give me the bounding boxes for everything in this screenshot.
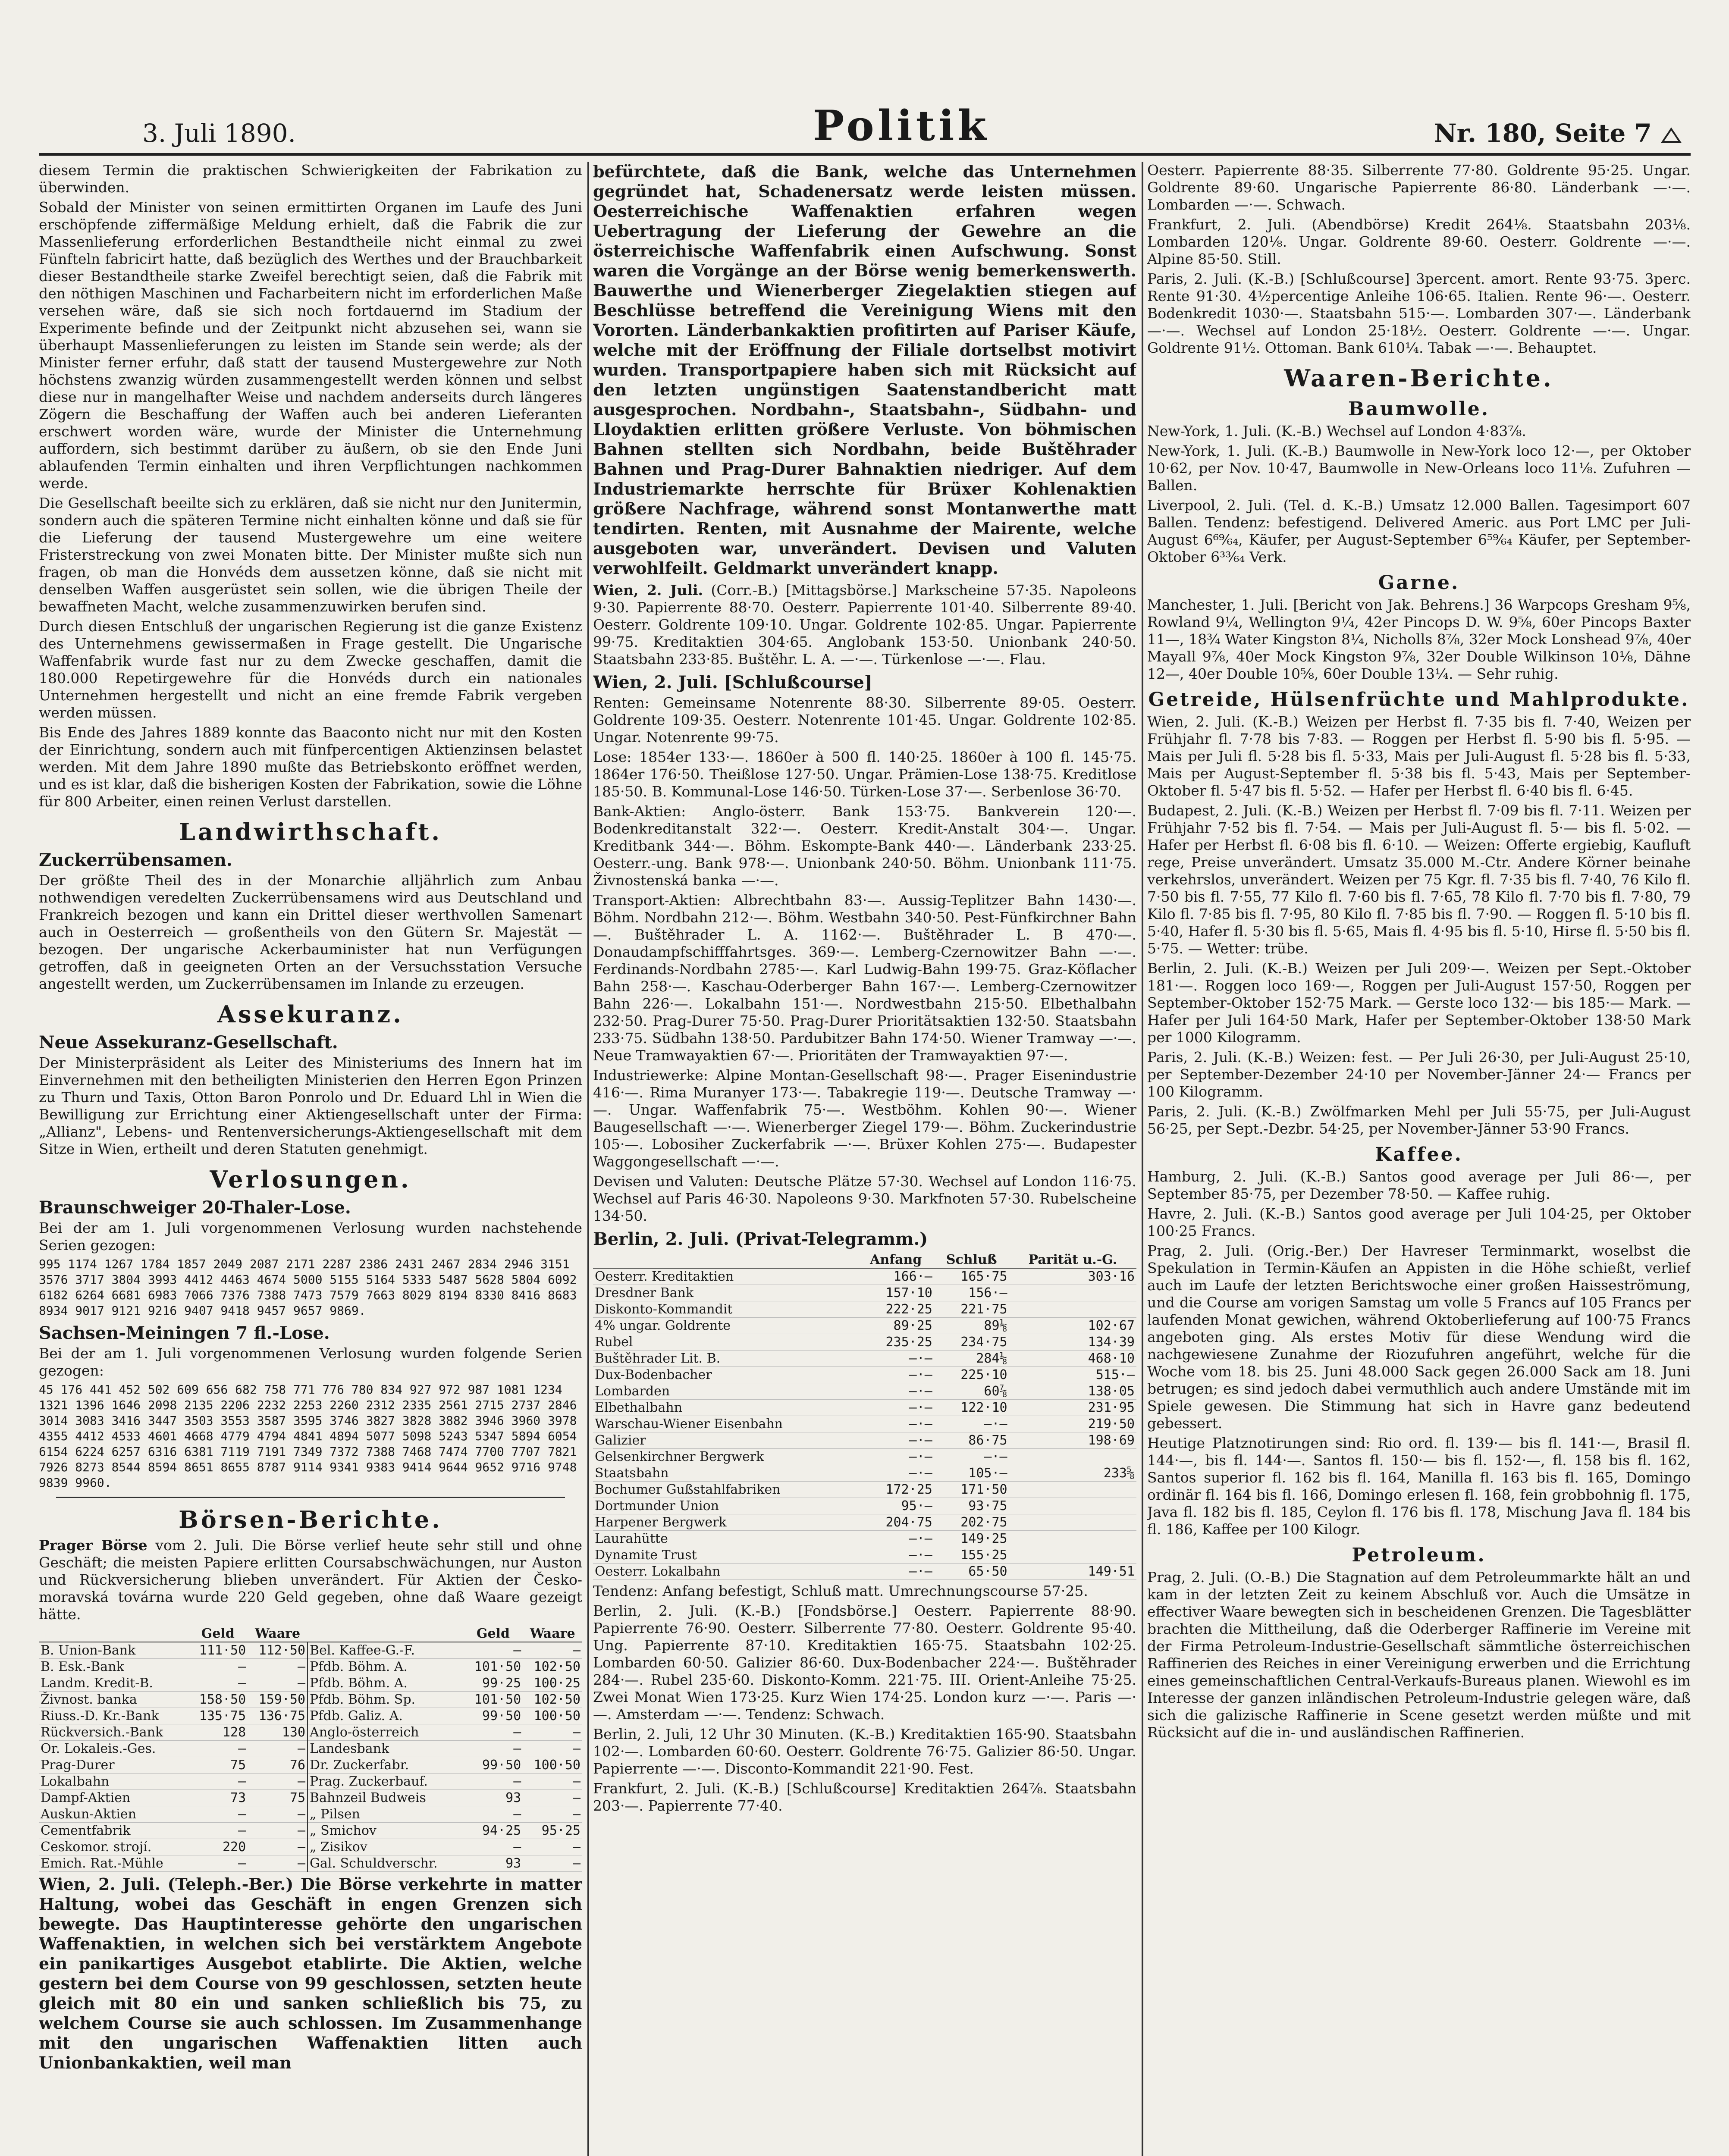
table-cell: — xyxy=(188,1741,248,1757)
column-header: Geld xyxy=(188,1626,248,1642)
table-cell: Riuss.-D. Kr.-Bank xyxy=(39,1708,188,1724)
table-row xyxy=(593,1465,1136,1482)
table-cell: — xyxy=(248,1774,308,1790)
table-cell xyxy=(1009,1531,1136,1547)
column-3 xyxy=(1147,162,1691,2156)
frankfurt-closing: Frankfurt, 2. Juli. (K.-B.) [Schlußcourse] Kreditaktien 264⅞. Staatsbahn 203·—. Papierrente 77·40. xyxy=(593,1780,1136,1814)
table-cell: 111·50 xyxy=(188,1642,248,1659)
table-cell: 138·05 xyxy=(1009,1383,1136,1400)
item-heading: Wien, 2. Juli. xyxy=(593,582,703,599)
table-cell: 233⅝ xyxy=(1009,1465,1136,1482)
table-cell: 93 xyxy=(464,1790,523,1806)
column-1 xyxy=(39,162,582,2156)
table-cell: 171·50 xyxy=(934,1482,1009,1498)
table-cell: Bel. Kaffee-G.-F. xyxy=(308,1642,463,1659)
renten-text: Renten: Gemeinsame Notenrente 88·30. Silberrente 89·05. Oesterr. Goldrente 109·35. Oesterr. Notenrente 101·45. Ungar. Goldrente 102·85. Ungar. Notenrente 99·75. xyxy=(593,694,1136,746)
table-cell: — xyxy=(523,1642,582,1659)
table-cell: — xyxy=(188,1675,248,1692)
table-cell: Oesterr. Kreditaktien xyxy=(593,1268,858,1285)
lose-text: Lose: 1854er 133·—. 1860er à 500 fl. 140·25. 1860er à 100 fl. 145·75. 1864er 176·50. Theißlose 127·50. Ungar. Prämien-Lose 138·75. Kreditlose 185·50. B. Kommunal-Lose 146·50. Türken-Lose 37·—. Serbenlose 36·70. xyxy=(593,749,1136,800)
paris-closing: Paris, 2. Juli. (K.-B.) [Schlußcourse] 3percent. amort. Rente 93·75. 3perc. Rente 91·30. 4½percentige Anleihe 106·65. Italien. Rente 96·—. Oesterr. Bodenkredit 1030·—. Staatsbahn 515·—. Lombarden 307·—. Länderbank —·—. Wechsel auf London 25·18½. Oesterr. Goldrente —·—. Ungar. Goldrente 91½. Ottoman. Bank 610¼. Tabak —·—. Behauptet. xyxy=(1147,270,1691,356)
table-row xyxy=(593,1531,1136,1547)
table-cell: 204·75 xyxy=(858,1514,934,1531)
table-cell: — xyxy=(523,1741,582,1757)
table-cell: 99·50 xyxy=(464,1757,523,1774)
article-paragraph: Die Gesellschaft beeilte sich zu erklären, daß sie nicht nur den Junitermin, sondern auch die späteren Termine nicht einhalten könne und daß sie für die Lieferung der tausend Mustergewehre um eine weitere Fristerstreckung von zwei Monaten bitte. Der Minister mußte sich nun fragen, ob man die Honvéds dem aussetzen könne, daß sie nicht mit denselben Waffen ausgerüstet sein sollen, wie die übrigen Theile der bewaffneten Macht, welche zusammenzuwirken berufen sind. xyxy=(39,495,582,615)
newyork-exchange: New-York, 1. Juli. (K.-B.) Wechsel auf London 4·83⅞. xyxy=(1147,423,1526,439)
table-cell: Pfdb. Galiz. A. xyxy=(308,1708,463,1724)
item-heading: Wien, 2. Juli. [Schlußcourse] xyxy=(593,672,872,693)
table-row xyxy=(593,1564,1136,1580)
table-cell: — xyxy=(523,1774,582,1790)
table-cell: Harpener Bergwerk xyxy=(593,1514,858,1531)
column-header: Waare xyxy=(248,1626,308,1642)
paris-flour: Paris, 2. Juli. (K.-B.) Zwölfmarken Mehl per Juli 55·75, per Juli-August 56·25, per Sept.-Dezbr. 54·25, per November-Jänner 53·90 Francs. xyxy=(1147,1103,1691,1137)
table-cell: 73 xyxy=(188,1790,248,1806)
table-cell: —·— xyxy=(858,1351,934,1367)
table-cell: — xyxy=(248,1806,308,1823)
table-row xyxy=(39,1806,582,1823)
article-paragraph: Bis Ende des Jahres 1889 konnte das Baaconto nicht nur mit den Kosten der Einrichtung, sondern auch mit fünfpercentigen Aktienzinsen belastet werden. Mit dem Jahre 1890 mußte das Betriebskonto eröffnet werden, und es ist klar, daß die bisherigen Kosten der Fabrikation, sowie die Löhne für 800 Arbeiter, einen reinen Verlust darstellen. xyxy=(39,724,582,810)
lottery-numbers: 45 176 441 452 502 609 656 682 758 771 776 780 834 927 972 987 1081 1234 1321 1396 1646 2098 2135 2206 2232 2253 2260 2312 2335 2561 2715 2737 2846 3014 3083 3416 3447 3503 3553 3587 3595 3746 3827 3828 3882 3946 3960 3978 4355 4412 4533 4601 4668 4779 4794 4841 4894 5077 5098 5243 5347 5894 6054 6154 6224 6257 6316 6381 7119 7191 7349 7372 7388 7468 7474 7700 7707 7821 7926 8273 8544 8594 8651 8655 8787 9114 9341 9383 9414 9644 9652 9716 9748 9839 9960. xyxy=(39,1382,577,1490)
table-cell: Rubel xyxy=(593,1334,858,1351)
table-cell: —·— xyxy=(858,1367,934,1383)
masthead-issue xyxy=(1434,119,1682,148)
table-cell: Cementfabrik xyxy=(39,1823,188,1839)
table-cell: 284⅛ xyxy=(934,1351,1009,1367)
masthead-date: 3. Juli 1890. xyxy=(142,119,296,148)
table-row xyxy=(39,1659,582,1675)
table-header-row xyxy=(593,1252,1136,1268)
havre-coffee: Havre, 2. Juli. (K.-B.) Santos good average per Juli 104·25, per Oktober 100·25 Francs. xyxy=(1147,1205,1691,1239)
item-heading: Braunschweiger 20-Thaler-Lose. xyxy=(39,1197,351,1218)
table-cell: 235·25 xyxy=(858,1334,934,1351)
table-cell: Dynamite Trust xyxy=(593,1547,858,1564)
table-cell: Dr. Zuckerfabr. xyxy=(308,1757,463,1774)
table-row xyxy=(593,1449,1136,1465)
paris-grain: Paris, 2. Juli. (K.-B.) Weizen: fest. — Per Juli 26·30, per Juli-August 25·10, per September-Dezember 24·10 per November-Jänner 24·— Francs per 100 Kilogramm. xyxy=(1147,1049,1691,1100)
table-cell: —·— xyxy=(858,1564,934,1580)
table-cell: — xyxy=(248,1839,308,1855)
table-cell: Živnost. banka xyxy=(39,1692,188,1708)
table-cell: Oesterr. Lokalbahn xyxy=(593,1564,858,1580)
table-cell: 222·25 xyxy=(858,1301,934,1318)
table-cell: — xyxy=(188,1806,248,1823)
table-cell: 135·75 xyxy=(188,1708,248,1724)
item-text: Der größte Theil des in der Monarchie alljährlich zum Anbau nothwendigen veredelten Zuckerrübensamens wird aus Deutschland und Frankreich bezogen und kann ein Drittel dieser werthvollen Samenart auch in Oesterreich — großentheils von den Gütern Sr. Majestät — bezogen. Der ungarische Ackerbauminister hat nun Verfügungen getroffen, daß in geeigneten Orten an der Versuchsstation Versuche angestellt werden, um Zuckerrübensamen im Inlande zu erzeugen. xyxy=(39,872,582,992)
table-row xyxy=(593,1547,1136,1564)
table-cell: „ Pilsen xyxy=(308,1806,463,1823)
table-cell: Anglo-österreich xyxy=(308,1724,463,1741)
table-cell: —·— xyxy=(858,1432,934,1449)
bank-aktien-text: Bank-Aktien: Anglo-österr. Bank 153·75. Bankverein 120·—. Bodenkreditanstalt 322·—. Oesterr. Kredit-Anstalt 304·—. Ungar. Kreditbank 344·—. Böhm. Eskompte-Bank 440·—. Länderbank 233·25. Oesterr.-ung. Bank 978·—. Unionbank 240·50. Böhm. Unionbank 111·75. Živnostenská banka —·—. xyxy=(593,803,1136,889)
table-cell: —·— xyxy=(858,1416,934,1432)
table-row xyxy=(39,1790,582,1806)
table-row xyxy=(39,1642,582,1659)
subsection-title-garne: Garne. xyxy=(1378,572,1460,594)
item-text: Bei der am 1. Juli vorgenommenen Verlosung wurden folgende Serien gezogen: xyxy=(39,1345,582,1379)
table-cell: 172·25 xyxy=(858,1482,934,1498)
table-row xyxy=(593,1498,1136,1514)
table-row xyxy=(39,1855,582,1872)
table-cell: —·— xyxy=(934,1416,1009,1432)
table-cell: Prag. Zuckerbauf. xyxy=(308,1774,463,1790)
table-cell: Lombarden xyxy=(593,1383,858,1400)
article-paragraph: diesem Termin die praktischen Schwierigkeiten der Fabrikation zu überwinden. xyxy=(39,162,582,196)
column-2 xyxy=(593,162,1136,2156)
table-cell: 75 xyxy=(188,1757,248,1774)
newyork-cotton: New-York, 1. Juli. (K.-B.) Baumwolle in New-York loco 12·—, per Oktober 10·62, per Nov. 10·47, Baumwolle in New-Orleans loco 11⅛. Zufuhren — Ballen. xyxy=(1147,442,1691,494)
prag-coffee-prices: Heutige Platznotirungen sind: Rio ord. fl. 139·— bis fl. 141·—, Brasil fl. 144·—, bis fl. 144·—. Santos fl. 150·— bis fl. 152·—, fl. 158 bis fl. 162, Santos superior fl. 162 bis fl. 164, Manilla fl. 163 bis fl. 165, Domingo ordinär fl. 164 bis fl. 166, Domingo erlesen fl. 168, fein grobbohnig fl. 175, Java fl. 182 bis fl. 185, Ceylon fl. 176 bis fl. 178, Mischung Java fl. 184 bis fl. 186, Kaffee per 100 Kilogr. xyxy=(1147,1435,1691,1538)
table-cell: 128 xyxy=(188,1724,248,1741)
table-cell: Diskonto-Kommandit xyxy=(593,1301,858,1318)
table-cell: 515·— xyxy=(1009,1367,1136,1383)
table-cell xyxy=(1009,1301,1136,1318)
budapest-grain: Budapest, 2. Juli. (K.-B.) Weizen per Herbst fl. 7·09 bis fl. 7·11. Weizen per Frühjahr 7·52 bis fl. 7·54. — Mais per Juli-August fl. 5·— bis fl. 5·02. — Hafer per Herbst fl. 6·08 bis fl. 6·10. — Weizen: Offerte ergiebig, Kaufluft rege, Preise unverändert. Umsatz 35.000 M.-Ctr. Andere Körner beinahe verkehrslos, unverändert. Weizen per 75 Kgr. fl. 7·35 bis fl. 7·40, 76 Kilo fl. 7·50 bis fl. 7·55, 77 Kilo fl. 7·60 bis fl. 7·65, 78 Kilo fl. 7·70 bis fl. 7·80, 79 Kilo fl. 7·85 bis fl. 7·95, 80 Kilo fl. 7·85 bis fl. 7·90. — Roggen fl. 5·10 bis fl. 5·40, Hafer fl. 5·30 bis fl. 5·65, Mais fl. 4·95 bis fl. 5·10, Hirse fl. 5·50 bis fl. 5·75. — Wetter: trübe. xyxy=(1147,802,1691,957)
hamburg-coffee: Hamburg, 2. Juli. (K.-B.) Santos good average per Juli 86·—, per September 85·75, per Dezember 78·50. — Kaffee ruhig. xyxy=(1147,1168,1691,1202)
berlin-grain: Berlin, 2. Juli. (K.-B.) Weizen per Juli 209·—. Weizen per Sept.-Oktober 181·—. Roggen loco 169·—, Roggen per Juli-August 157·50, Roggen per September-Oktober 152·75 Mark. — Gerste loco 132·— bis 185·— Mark. — Hafer per Juli 164·50 Mark, Hafer per September-Oktober 138·50 Mark per 1000 Kilogramm. xyxy=(1147,960,1691,1046)
market-continuation: Oesterr. Papierrente 88·35. Silberrente 77·80. Goldrente 95·25. Ungar. Goldrente 89·60. Ungarische Papierrente 86·80. Länderbank —·—. Lombarden —·—. Schwach. xyxy=(1147,162,1691,213)
table-cell: 93 xyxy=(464,1855,523,1872)
table-cell: 149·51 xyxy=(1009,1564,1136,1580)
item-heading: Sachsen-Meiningen 7 fl.-Lose. xyxy=(39,1323,330,1343)
table-cell: — xyxy=(523,1806,582,1823)
table-cell: Lokalbahn xyxy=(39,1774,188,1790)
item-text: Der Ministerpräsident als Leiter des Ministeriums des Innern hat im Einvernehmen mit den betheiligten Ministerien den Herren Egon Prinzen zu Thurn und Taxis, Otton Baron Ponrolo und Dr. Eduard Lhl in Wien die Bewilligung zur Errichtung einer Aktiengesellschaft unter der Firma: „Allianz", Lebens- und Rentenversicherungs-Aktiengesellschaft mit dem Sitze in Wien, ertheilt und deren Statuten genehmigt. xyxy=(39,1054,582,1157)
table-cell: — xyxy=(248,1823,308,1839)
table-cell: 95·25 xyxy=(523,1823,582,1839)
transport-aktien-text: Transport-Aktien: Albrechtbahn 83·—. Aussig-Teplitzer Bahn 1430·—. Böhm. Nordbahn 212·—. Böhm. Westbahn 340·50. Pest-Fünfkirchner Bahn —. Buštěhrader L. A. 1162·—. Buštěhrader L. B 470·—. Donaudampfschifffahrtsges. 369·—. Lemberg-Czernowitzer Bahn —·—. Ferdinands-Nordbahn 2785·—. Karl Ludwig-Bahn 199·75. Graz-Köflacher Bahn 258·—. Kaschau-Oderberger Bahn 167·—. Lemberg-Czernowitzer Bahn 226·—. Lokalbahn 151·—. Nordwestbahn 215·50. Elbethalbahn 232·50. Prag-Durer 75·50. Prag-Durer Prioritätsaktien 132·50. Staatsbahn 233·75. Südbahn 138·50. Pardubitzer Bahn 174·50. Wiener Tramway —·—. Neue Tramwayaktien 67·—. Prioritäten der Tramwayaktien 97·—. xyxy=(593,892,1136,1064)
table-cell: Pfdb. Böhm. A. xyxy=(308,1659,463,1675)
table-cell: 60⅞ xyxy=(934,1383,1009,1400)
table-row xyxy=(593,1432,1136,1449)
item-text: vom 2. Juli. Die Börse verlief heute sehr still und ohne Geschäft; die meisten Papiere erlitten Coursabschwächungen, nur Auston und Rückversicherung blieben unverändert. Für Aktien der Česko-moravská továrna wurde 220 Geld gegeben, ohne daß Waare gezeigt hätte. xyxy=(39,1537,582,1623)
article-paragraph: Durch diesen Entschluß der ungarischen Regierung ist die ganze Existenz des Unternehmens gewissermaßen in Frage gestellt. Die Ungarische Waffenfabrik wurde fast nur zu dem Zwecke geschaffen, damit die 180.000 Repetirgewehre für die Honvéds durch ein nationales Unternehmen hergestellt und nicht an eine fremde Fabrik vergeben werden müssen. xyxy=(39,618,582,721)
table-cell: — xyxy=(248,1675,308,1692)
manchester-report: Manchester, 1. Juli. [Bericht von Jak. Behrens.] 36 Warpcops Gresham 9⅝, Rowland 9¼, Wellington 9¼, 42er Pincops D. W. 9⅝, 60er Pincops Baxter 11—, 18¾ Water Kingston 8¼, Nicholls 8⅞, 32er Mock Lonshead 9⅞, 40er Mayall 9⅞, 40er Mock Kingston 9⅞, 32er Double Wilkinson 10⅛, Dähne 12—, 40er Double 10⅝, 60er Double 13¼. — Sehr ruhig. xyxy=(1147,596,1691,682)
table-cell: 100·50 xyxy=(523,1708,582,1724)
item-heading: Prager Börse xyxy=(39,1537,147,1554)
column-header xyxy=(39,1626,188,1642)
table-cell: Prag-Durer xyxy=(39,1757,188,1774)
market-report: befürchtete, daß die Bank, welche das Unternehmen gegründet hat, Schadenersatz werde leisten müssen. Oesterreichische Waffenaktien erfahren wegen Uebertragung der Lieferung der Gewehre an die österreichische Waffenfabrik einen Aufschwung. Sonst waren die Vorgänge an der Börse wenig bemerkenswerth. Bauwerthe und Wienerberger Ziegelaktien stiegen auf Beschlüsse betreffend die Vereinigung Wiens mit den Vororten. Länderbankaktien profitirten auf Pariser Käufe, welche mit der Eröffnung der Filiale dortselbst motivirt wurden. Transportpapiere haben sich mit Rücksicht auf den letzten ungünstigen Saatenstandbericht matt ausgesprochen. Nordbahn-, Staatsbahn-, Südbahn- und Lloydaktien erlitten größere Verluste. Von böhmischen Bahnen stellten sich Nordbahn, beide Buštěhrader Bahnen und Prag-Durer Bahnaktien niedriger. Auf dem Industriemarkte herrschte für Brüxer Kohlenaktien größere Nachfrage, während sonst Montanwerthe matt tendirten. Renten, mit Ausnahme der Mairente, welche ausgeboten war, unverändert. Devisen und Valuten verwohlfeilt. Geldmarkt unverändert knapp. xyxy=(593,162,1136,578)
masthead xyxy=(39,101,1691,156)
table-cell: 99·50 xyxy=(464,1708,523,1724)
table-cell: 86·75 xyxy=(934,1432,1009,1449)
subsection-title-baumwolle: Baumwolle. xyxy=(1348,398,1490,420)
table-cell: 4% ungar. Goldrente xyxy=(593,1318,858,1334)
table-cell: Gelsenkirchner Bergwerk xyxy=(593,1449,858,1465)
wien-grain: Wien, 2. Juli. (K.-B.) Weizen per Herbst fl. 7·35 bis fl. 7·40, Weizen per Frühjahr fl. 7·78 bis 7·83. — Roggen per Herbst fl. 5·90 bis fl. 5·95. — Mais per Juli fl. 5·28 bis fl. 5·33, Mais per Juli-August fl. 5·28 bis fl. 5·33, Mais per August-September fl. 5·38 bis fl. 5·43, Mais per September-Oktober fl. 5·47 bis fl. 5·52. — Hafer per Herbst fl. 6·40 bis fl. 6·45. xyxy=(1147,713,1691,799)
table-cell: — xyxy=(523,1855,582,1872)
table-row xyxy=(593,1514,1136,1531)
table-row xyxy=(593,1334,1136,1351)
table-cell: —·— xyxy=(858,1449,934,1465)
table-cell: 95·— xyxy=(858,1498,934,1514)
prag-petroleum: Prag, 2. Juli. (O.-B.) Die Stagnation auf dem Petroleummarkte hält an und kam in der letzten Zeit zu keinem Abschluß vor. Auch die Umsätze in effectiver Waare bewegten sich in bescheidenen Grenzen. Die Tagesblätter brachten die Mittheilung, daß die Oderberger Raffinerie im Vereine mit der Firma Petroleum-Industrie-Gesellschaft sämmtliche österreichischen Raffinerien des Reiches in einer Vereinigung erwerben und die Errichtung eines gemeinschaftlichen Central-Verkaufs-Bureaus planen. Wiewohl es im Interesse der ganzen inländischen Petroleum-Industrie gelegen wäre, daß sich die galizische Raffinerie in Scene gesetzt werden müßte und mit Rücksicht auf die in- und ausländischen Raffinerien. xyxy=(1147,1569,1691,1741)
table-cell: — xyxy=(464,1642,523,1659)
section-title-landwirthschaft: Landwirthschaft. xyxy=(179,818,442,846)
table-cell: —·— xyxy=(858,1465,934,1482)
table-cell: 89·25 xyxy=(858,1318,934,1334)
table-row xyxy=(39,1675,582,1692)
table-cell: — xyxy=(188,1659,248,1675)
berlin-midday: Berlin, 2. Juli, 12 Uhr 30 Minuten. (K.-B.) Kreditaktien 165·90. Staatsbahn 102·—. Lombarden 60·60. Oesterr. Goldrente 76·75. Galizier 86·50. Ungar. Papierrente —·—. Disconto-Kommandit 221·90. Fest. xyxy=(593,1726,1136,1777)
industriewerke-text: Industriewerke: Alpine Montan-Gesellschaft 98·—. Prager Eisenindustrie 416·—. Rima Muranyer 173·—. Tabakregie 119·—. Deutsche Tramway —·—. Ungar. Waffenfabrik 75·—. Westböhm. Kohlen 90·—. Wiener Baugesellschaft —·—. Wienerberger Ziegel 179·—. Böhm. Zuckerindustrie 105·—. Lobosiher Zuckerfabrik —·—. Brüxer Kohlen 275·—. Budapester Waggongesellschaft —·—. xyxy=(593,1067,1136,1170)
table-row xyxy=(39,1708,582,1724)
table-cell: Pfdb. Böhm. A. xyxy=(308,1675,463,1692)
table-cell: — xyxy=(464,1741,523,1757)
table-row xyxy=(593,1400,1136,1416)
table-cell: 101·50 xyxy=(464,1659,523,1675)
table-cell: — xyxy=(464,1806,523,1823)
table-cell: 94·25 xyxy=(464,1823,523,1839)
table-cell: — xyxy=(464,1724,523,1741)
column-header: Parität u.-G. xyxy=(1009,1252,1136,1268)
table-cell: Emich. Rat.-Mühle xyxy=(39,1855,188,1872)
table-cell: —·— xyxy=(934,1449,1009,1465)
column-header xyxy=(593,1252,858,1268)
table-cell: —·— xyxy=(858,1531,934,1547)
table-cell: — xyxy=(188,1823,248,1839)
table-cell: Galizier xyxy=(593,1432,858,1449)
table-cell: 65·50 xyxy=(934,1564,1009,1580)
table-row xyxy=(39,1741,582,1757)
divider xyxy=(56,1497,565,1498)
table-cell: Dampf-Aktien xyxy=(39,1790,188,1806)
table-cell: Gal. Schuldverschr. xyxy=(308,1855,463,1872)
column-header: Schluß xyxy=(934,1252,1009,1268)
table-row xyxy=(593,1318,1136,1334)
table-cell: — xyxy=(464,1774,523,1790)
table-cell: „ Smichov xyxy=(308,1823,463,1839)
table-cell: 136·75 xyxy=(248,1708,308,1724)
item-text: Bei der am 1. Juli vorgenommenen Verlosung wurden nachstehende Serien gezogen: xyxy=(39,1219,582,1253)
table-row xyxy=(39,1823,582,1839)
masthead-title: Politik xyxy=(813,101,990,150)
table-cell: 165·75 xyxy=(934,1268,1009,1285)
item-heading: Zuckerrübensamen. xyxy=(39,850,232,870)
column-header xyxy=(308,1626,463,1642)
table-cell: — xyxy=(523,1790,582,1806)
table-cell: 231·95 xyxy=(1009,1400,1136,1416)
table-cell: 75 xyxy=(248,1790,308,1806)
table-cell: 89⅛ xyxy=(934,1318,1009,1334)
table-cell: — xyxy=(248,1741,308,1757)
table-cell: 220 xyxy=(188,1839,248,1855)
column-header: Anfang xyxy=(858,1252,934,1268)
table-row xyxy=(593,1351,1136,1367)
table-cell xyxy=(1009,1285,1136,1301)
table-cell: 100·25 xyxy=(523,1675,582,1692)
column-rule xyxy=(587,162,589,2156)
table-cell: 101·50 xyxy=(464,1692,523,1708)
table-cell: —·— xyxy=(858,1400,934,1416)
table-cell: 159·50 xyxy=(248,1692,308,1708)
berlin-fondsboerse: Berlin, 2. Juli. (K.-B.) [Fondsbörse.] Oesterr. Papierrente 88·90. Papierrente 76·90. Oesterr. Silberrente 77·80. Oesterr. Goldrente 95·40. Ung. Papierrente 87·10. Kreditaktien 165·75. Staatsbahn 102·25. Lombarden 60·50. Galizier 86·60. Dux-Bodenbacher 224·—. Buštěhrader 284·—. Rubel 235·60. Diskonto-Komm. 221·75. III. Orient-Anleihe 75·25. Zwei Monat Wien 173·25. Kurz Wien 174·25. London kurz —·—. Paris —·—. Amsterdam —·—. Tendenz: Schwach. xyxy=(593,1602,1136,1723)
section-title-waaren: Waaren-Berichte. xyxy=(1284,364,1554,392)
table-cell: — xyxy=(464,1839,523,1855)
table-cell: — xyxy=(523,1724,582,1741)
table-cell xyxy=(1009,1547,1136,1564)
section-title-assekuranz: Assekuranz. xyxy=(217,1000,404,1028)
subsection-title-kaffee: Kaffee. xyxy=(1375,1144,1463,1166)
subsection-title-petroleum: Petroleum. xyxy=(1352,1544,1486,1566)
table-cell: — xyxy=(523,1839,582,1855)
table-cell: 221·75 xyxy=(934,1301,1009,1318)
table-cell: 155·25 xyxy=(934,1547,1009,1564)
table-row xyxy=(39,1839,582,1855)
item-heading: Neue Assekuranz-Gesellschaft. xyxy=(39,1032,338,1053)
table-cell: — xyxy=(188,1855,248,1872)
table-cell: 112·50 xyxy=(248,1642,308,1659)
table-cell: 158·50 xyxy=(188,1692,248,1708)
table-cell: Rückversich.-Bank xyxy=(39,1724,188,1741)
article-paragraph: Sobald der Minister von seinen ermittirten Organen im Laufe des Juni erschöpfende ziffermäßige Meldung erhielt, daß die Fabrik die zur Massenlieferung erforderlichen Bestandtheile nicht einmal zu zwei Fünfteln fabricirt hatte, daß bezüglich des Werthes und der Brauchbarkeit dieser Bestandtheile starke Zweifel berechtigt seien, daß die Fabrik mit den nöthigen Maschinen und Facharbeitern nicht im erforderlichen Maße versehen wäre, daß sie sich noch fortdauernd im Stadium der Experimente befinde und der Zeitpunkt nicht abzusehen sei, wann sie überhaupt Massenlieferungen zu leisten im Stande sein werde; als der Minister ferner erfuhr, daß statt der tausend Mustergewehre zur Noth höchstens zwanzig würden zusammengestellt werden können und selbst diese nur in mangelhafter Weise und nachdem anderseits durch längeres Zögern die Beschaffung der Waffen auch bei anderen Lieferanten erschwert worden wäre, wurde der Minister die Unternehmung auffordern, sich bestimmt darüber zu äußern, ob sie den Ende Juni ablaufenden Termin einhalten und ihren Verpflichtungen nachkommen werde. xyxy=(39,199,582,492)
table-cell: Landm. Kredit-B. xyxy=(39,1675,188,1692)
table-cell: 156·— xyxy=(934,1285,1009,1301)
table-row xyxy=(593,1268,1136,1285)
table-cell xyxy=(1009,1498,1136,1514)
table-cell: Ceskomor. strojí. xyxy=(39,1839,188,1855)
berlin-course-table xyxy=(593,1252,1136,1580)
table-row xyxy=(593,1416,1136,1432)
devisen-text: Devisen und Valuten: Deutsche Plätze 57·30. Wechsel auf London 116·75. Wechsel auf Paris 46·30. Napoleons 9·30. Markfnoten 57·30. Rubelscheine 134·50. xyxy=(593,1173,1136,1224)
table-row xyxy=(593,1383,1136,1400)
item-text: (Corr.-B.) [Mittagsbörse.] Markscheine 57·35. Napoleons 9·30. Papierrente 88·70. Oesterr. Papierrente 101·40. Silberrente 89·40. Oesterr. Goldrente 109·10. Ungar. Goldrente 102·85. Ungar. Papierrente 99·75. Kreditaktien 304·65. Anglobank 153·50. Unionbank 240·50. Staatsbahn 233·85. Buštěhr. L. A. —·—. Türkenlose —·—. Flau. xyxy=(593,582,1136,667)
ornament-icon xyxy=(1660,127,1682,144)
table-cell: „ Zisikov xyxy=(308,1839,463,1855)
table-cell: 166·— xyxy=(858,1268,934,1285)
table-cell: —·— xyxy=(858,1547,934,1564)
section-title-boersen: Börsen-Berichte. xyxy=(179,1506,442,1533)
column-header: Waare xyxy=(523,1626,582,1642)
table-body xyxy=(39,1642,582,1872)
issue-number: Nr. 180, Seite 7 xyxy=(1434,119,1652,148)
table-cell: Landesbank xyxy=(308,1741,463,1757)
table-cell: Auskun-Aktien xyxy=(39,1806,188,1823)
table-cell xyxy=(1009,1449,1136,1465)
table-cell: 198·69 xyxy=(1009,1432,1136,1449)
table-cell: 202·75 xyxy=(934,1514,1009,1531)
column-rule xyxy=(1142,162,1143,2156)
table-cell: 219·50 xyxy=(1009,1416,1136,1432)
table-row xyxy=(39,1692,582,1708)
table-row xyxy=(593,1367,1136,1383)
table-row xyxy=(39,1757,582,1774)
table-cell: Or. Lokaleis.-Ges. xyxy=(39,1741,188,1757)
table-cell: 234·75 xyxy=(934,1334,1009,1351)
item-text: (Teleph.-Ber.) Die Börse verkehrte in matter Haltung, wobei das Geschäft in engen Grenzen sich bewegte. Das Hauptinteresse gehörte den ungarischen Waffenaktien, in welchen sich bei verstärktem Angebote ein panikartiges Ausgebot etablirte. Die Aktien, welche gestern bei dem Course von 99 geschlossen, setzten heute gleich mit 80 ein und sanken schließlich bis 75, zu welchem Course sie auch schlossen. Im Zusammenhange mit den ungarischen Waffenaktien litten auch Unionbankaktien, weil man xyxy=(39,1874,582,2072)
table-cell: 468·10 xyxy=(1009,1351,1136,1367)
table-cell: Elbethalbahn xyxy=(593,1400,858,1416)
table-cell: — xyxy=(188,1774,248,1790)
table-cell: 134·39 xyxy=(1009,1334,1136,1351)
table-cell: Bochumer Gußstahlfabriken xyxy=(593,1482,858,1498)
berlin-note: Tendenz: Anfang befestigt, Schluß matt. Umrechnungscourse 57·25. xyxy=(593,1583,1088,1599)
table-row xyxy=(593,1301,1136,1318)
table-cell: 130 xyxy=(248,1724,308,1741)
lottery-numbers: 995 1174 1267 1784 1857 2049 2087 2171 2287 2386 2431 2467 2834 2946 3151 3576 3717 3804 3993 4412 4463 4674 5000 5155 5164 5333 5487 5628 5804 6092 6182 6264 6681 6983 7066 7376 7388 7473 7579 7663 8029 8194 8330 8416 8683 8934 9017 9121 9216 9407 9418 9457 9657 9869. xyxy=(39,1257,577,1318)
prager-course-table xyxy=(39,1626,582,1872)
table-cell: 102·67 xyxy=(1009,1318,1136,1334)
table-cell: 157·10 xyxy=(858,1285,934,1301)
table-cell: Staatsbahn xyxy=(593,1465,858,1482)
table-cell: B. Esk.-Bank xyxy=(39,1659,188,1675)
table-row xyxy=(39,1724,582,1741)
subsection-title-getreide: Getreide, Hülsenfrüchte und Mahlprodukte. xyxy=(1148,689,1690,711)
table-cell xyxy=(1009,1514,1136,1531)
item-heading: Wien, 2. Juli. xyxy=(39,1874,160,1894)
table-cell: 303·16 xyxy=(1009,1268,1136,1285)
liverpool-cotton: Liverpool, 2. Juli. (Tel. d. K.-B.) Umsatz 12.000 Ballen. Tagesimport 607 Ballen. Tendenz: befestigend. Delivered Americ. aus Port LMC per Juli-August 6⁶⁹⁄₆₄, Käufer, per August-September 6⁵⁹⁄₆₄ Käufer, per September-Oktober 6³³⁄₆₄ Verk. xyxy=(1147,497,1691,565)
table-cell: 149·25 xyxy=(934,1531,1009,1547)
table-cell xyxy=(1009,1482,1136,1498)
table-row xyxy=(39,1774,582,1790)
table-cell: 102·50 xyxy=(523,1692,582,1708)
table-cell: 105·— xyxy=(934,1465,1009,1482)
section-title-verlosungen: Verlosungen. xyxy=(210,1166,411,1193)
table-body xyxy=(593,1268,1136,1580)
table-row xyxy=(593,1285,1136,1301)
table-cell: 122·10 xyxy=(934,1400,1009,1416)
table-cell: B. Union-Bank xyxy=(39,1642,188,1659)
table-cell: 99·25 xyxy=(464,1675,523,1692)
table-cell: Warschau-Wiener Eisenbahn xyxy=(593,1416,858,1432)
frankfurt-evening: Frankfurt, 2. Juli. (Abendbörse) Kredit 264⅛. Staatsbahn 203⅛. Lombarden 120⅛. Ungar. Goldrente 89·60. Oesterr. Goldrente —·—. Alpine 85·50. Still. xyxy=(1147,216,1691,267)
table-cell: —·— xyxy=(858,1383,934,1400)
column-header: Geld xyxy=(464,1626,523,1642)
table-cell: Dresdner Bank xyxy=(593,1285,858,1301)
table-cell: — xyxy=(248,1659,308,1675)
table-header-row xyxy=(39,1626,582,1642)
table-cell: 102·50 xyxy=(523,1659,582,1675)
prag-coffee: Prag, 2. Juli. (Orig.-Ber.) Der Havreser Terminmarkt, woselbst die Spekulation in Termin-Käufen an Appisten in die Höhe schießt, verlief auch im Laufe der letzten Berichtswoche einer großen Haisseströmung, und die Course am vorigen Samstag um volle 5 Francs auf 105 Francs per laufenden Monat gewichen, während Oktoberlieferung auf 100·75 Francs angeboten ging. Als erstes Motiv für diese Wendung wird die nachgewiesene Zunahme der Riozufuhren angeführt, welche für die Woche vom 18. bis 25. Juni 48.000 Sack gegen 26.000 Sack am 18. Juni betrugen; es sind jedoch dabei vermuthlich auch andere Umstände mit im Spiele gewesen. Die Stimmung hat sich in Havre ganz bedeutend gebessert. xyxy=(1147,1242,1691,1432)
table-cell: Dortmunder Union xyxy=(593,1498,858,1514)
table-cell: Laurahütte xyxy=(593,1531,858,1547)
table-cell: Bahnzeil Budweis xyxy=(308,1790,463,1806)
table-cell: Dux-Bodenbacher xyxy=(593,1367,858,1383)
table-cell: Buštěhrader Lit. B. xyxy=(593,1351,858,1367)
table-cell: Pfdb. Böhm. Sp. xyxy=(308,1692,463,1708)
table-row xyxy=(593,1482,1136,1498)
table-cell: 100·50 xyxy=(523,1757,582,1774)
table-cell: 93·75 xyxy=(934,1498,1009,1514)
table-cell: 76 xyxy=(248,1757,308,1774)
item-heading: Berlin, 2. Juli. (Privat-Telegramm.) xyxy=(593,1229,928,1249)
table-cell: — xyxy=(248,1855,308,1872)
table-cell: 225·10 xyxy=(934,1367,1009,1383)
